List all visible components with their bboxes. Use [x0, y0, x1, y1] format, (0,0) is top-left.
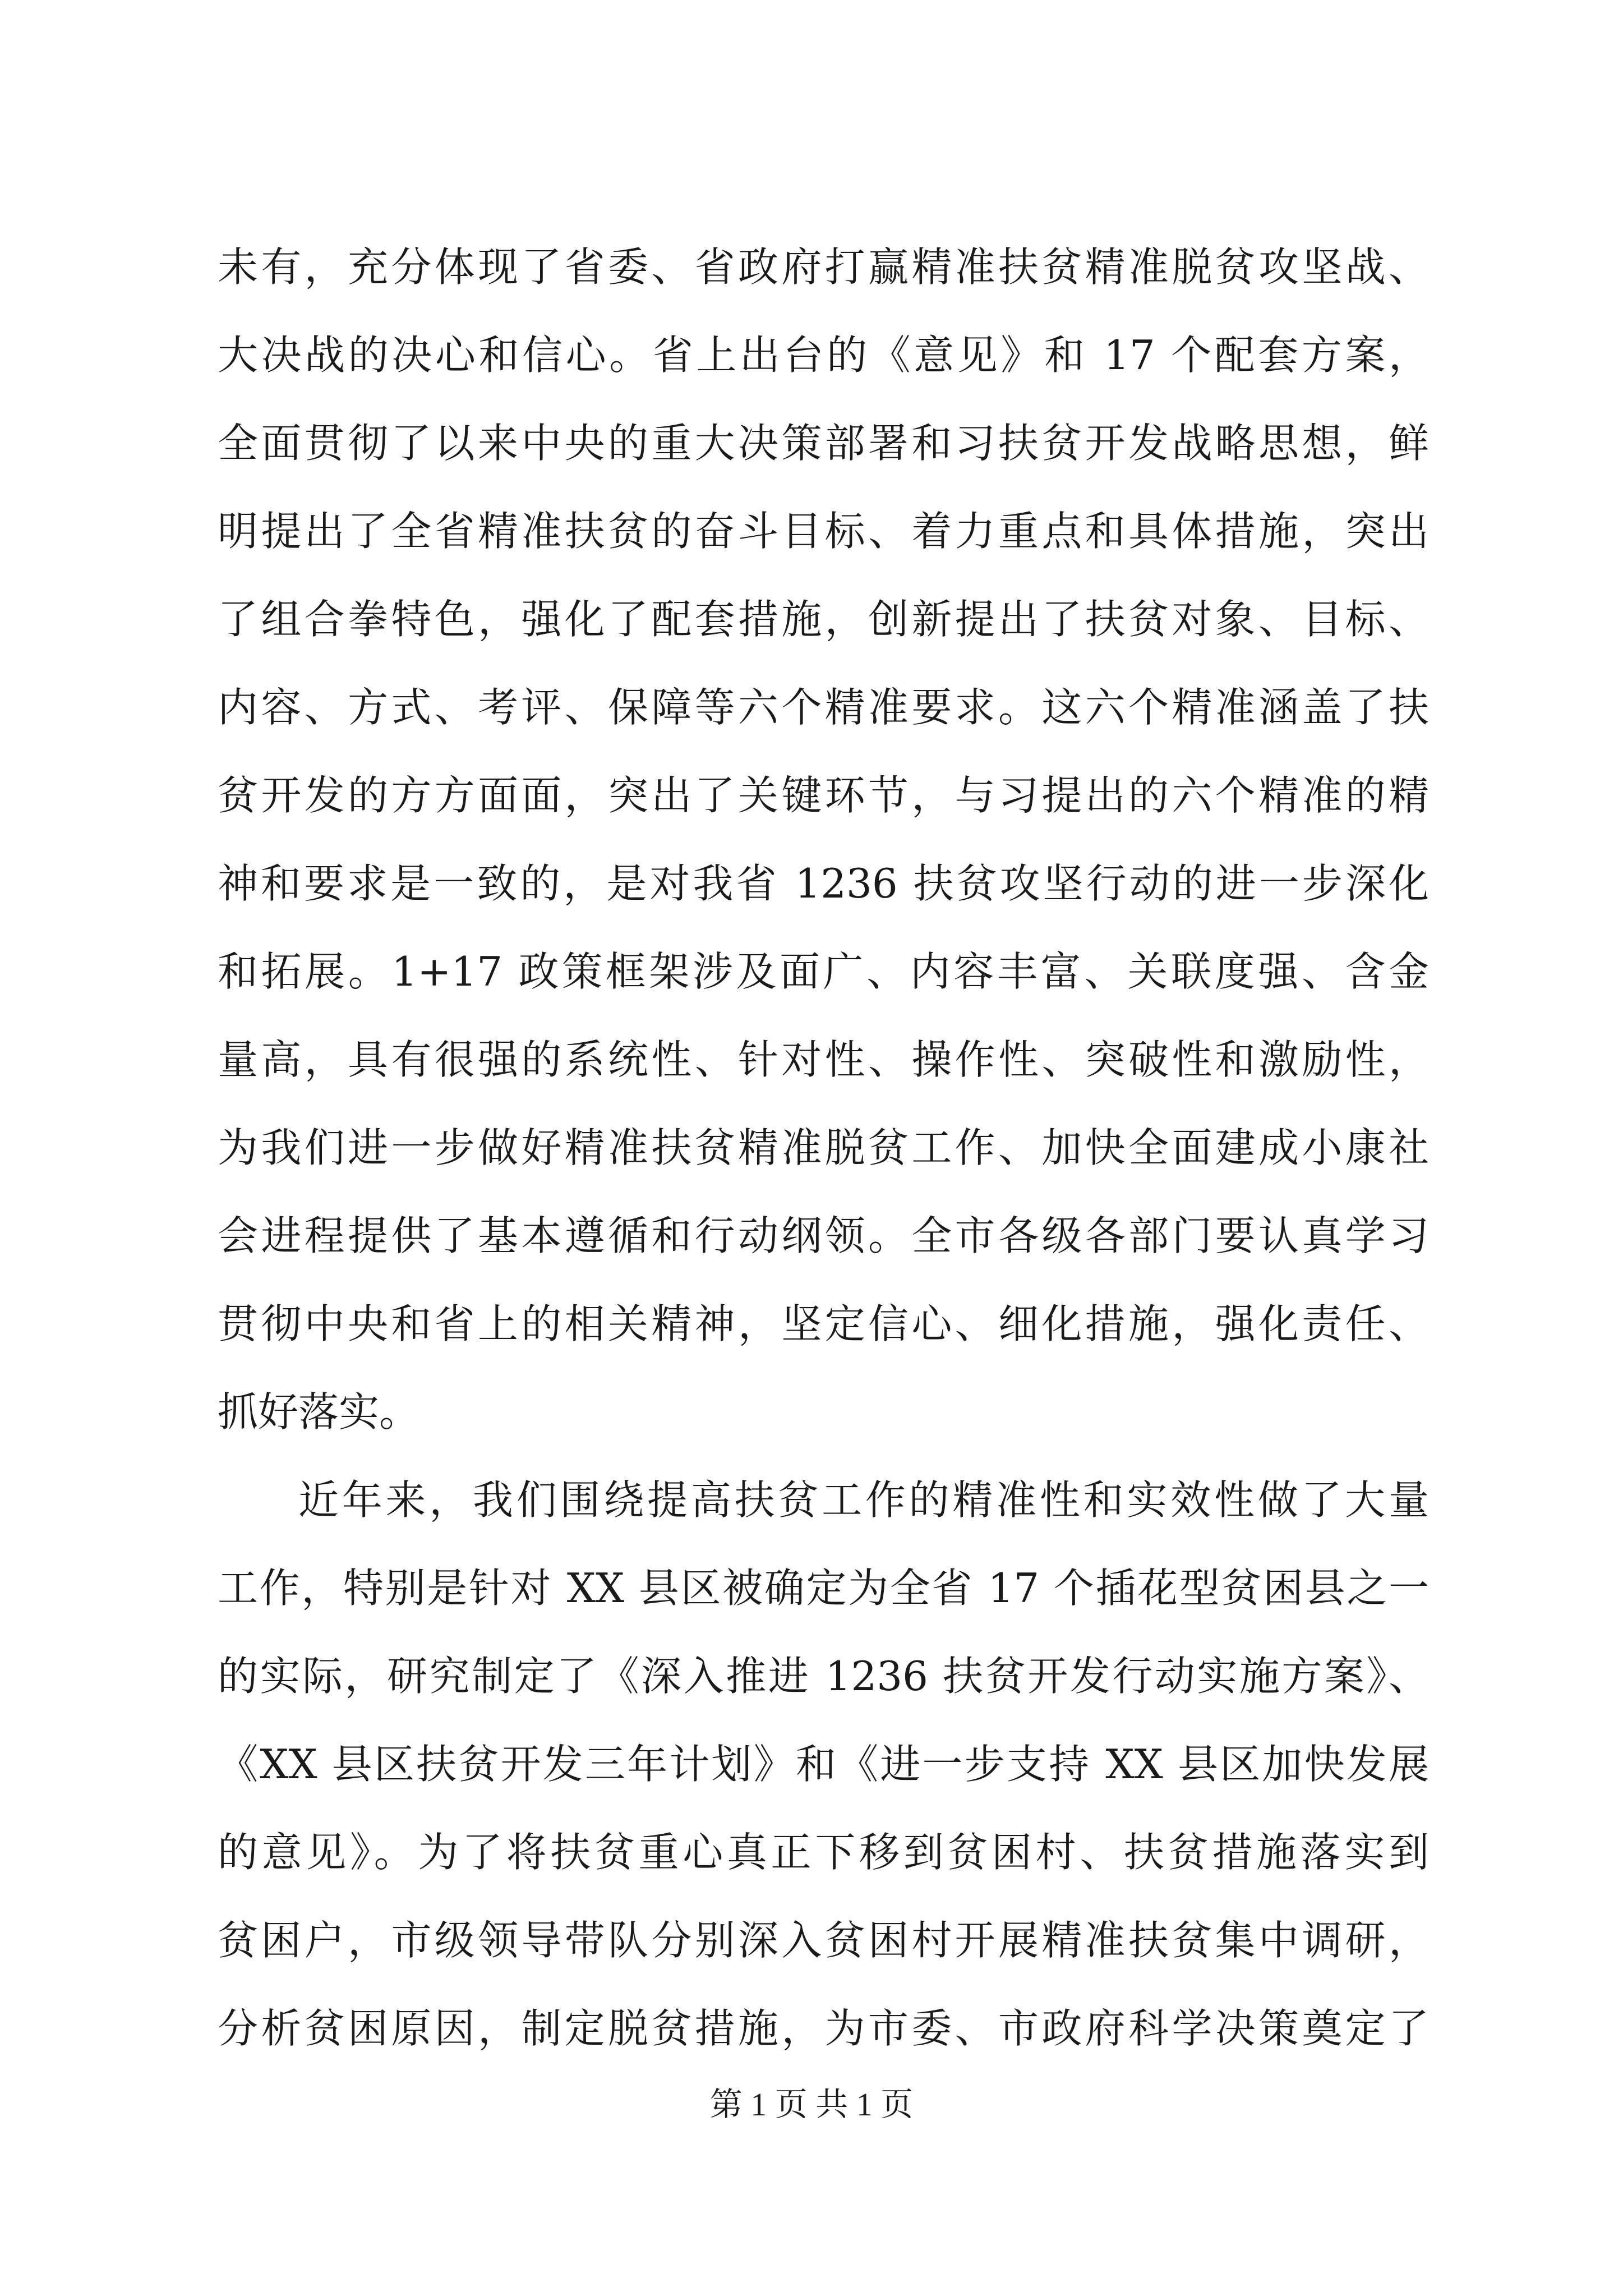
- text-line: 大决战的决心和信心。省上出台的《意见》和 17 个配套方案，: [218, 332, 1429, 379]
- text-line: 贫困户，市级领导带队分别深入贫困村开展精准扶贫集中调研，: [218, 1917, 1429, 1964]
- text-line: 了组合拳特色，强化了配套措施，创新提出了扶贫对象、目标、: [218, 596, 1429, 643]
- text-line: 全面贯彻了以来中央的重大决策部署和习扶贫开发战略思想，鲜: [218, 420, 1429, 467]
- text-line: 未有，充分体现了省委、省政府打赢精准扶贫精准脱贫攻坚战、: [218, 243, 1429, 291]
- text-line: 的实际，研究制定了《深入推进 1236 扶贫开发行动实施方案》、: [218, 1653, 1429, 1700]
- page-number: 第 1 页 共 1 页: [709, 2086, 914, 2123]
- text-line: 分析贫困原因，制定脱贫措施，为市委、市政府科学决策奠定了: [218, 2005, 1429, 2052]
- text-line: 工作，特别是针对 XX 县区被确定为全省 17 个插花型贫困县之一: [218, 1565, 1429, 1612]
- text-line: 的意见》。为了将扶贫重心真正下移到贫困村、扶贫措施落实到: [218, 1829, 1429, 1876]
- text-line: 贯彻中央和省上的相关精神，坚定信心、细化措施，强化责任、: [218, 1300, 1429, 1347]
- text-line: 为我们进一步做好精准扶贫精准脱贫工作、加快全面建成小康社: [218, 1124, 1429, 1171]
- text-line: 量高，具有很强的系统性、针对性、操作性、突破性和激励性，: [218, 1036, 1429, 1083]
- text-line: 近年来，我们围绕提高扶贫工作的精准性和实效性做了大量: [298, 1476, 1429, 1524]
- body-text: [218, 223, 1429, 2073]
- text-line: 《XX 县区扶贫开发三年计划》和《进一步支持 XX 县区加快发展: [218, 1741, 1429, 1788]
- text-line: 神和要求是一致的，是对我省 1236 扶贫攻坚行动的进一步深化: [218, 860, 1429, 907]
- text-line: 内容、方式、考评、保障等六个精准要求。这六个精准涵盖了扶: [218, 684, 1429, 731]
- page-footer: [0, 2082, 1623, 2127]
- text-line: 明提出了全省精准扶贫的奋斗目标、着力重点和具体措施，突出: [218, 508, 1429, 555]
- text-line: 抓好落实。: [218, 1388, 420, 1435]
- text-line: 贫开发的方方面面，突出了关键环节，与习提出的六个精准的精: [218, 772, 1429, 819]
- text-line: 和拓展。1+17 政策框架涉及面广、内容丰富、关联度强、含金: [218, 948, 1429, 995]
- text-line: 会进程提供了基本遵循和行动纲领。全市各级各部门要认真学习: [218, 1212, 1429, 1259]
